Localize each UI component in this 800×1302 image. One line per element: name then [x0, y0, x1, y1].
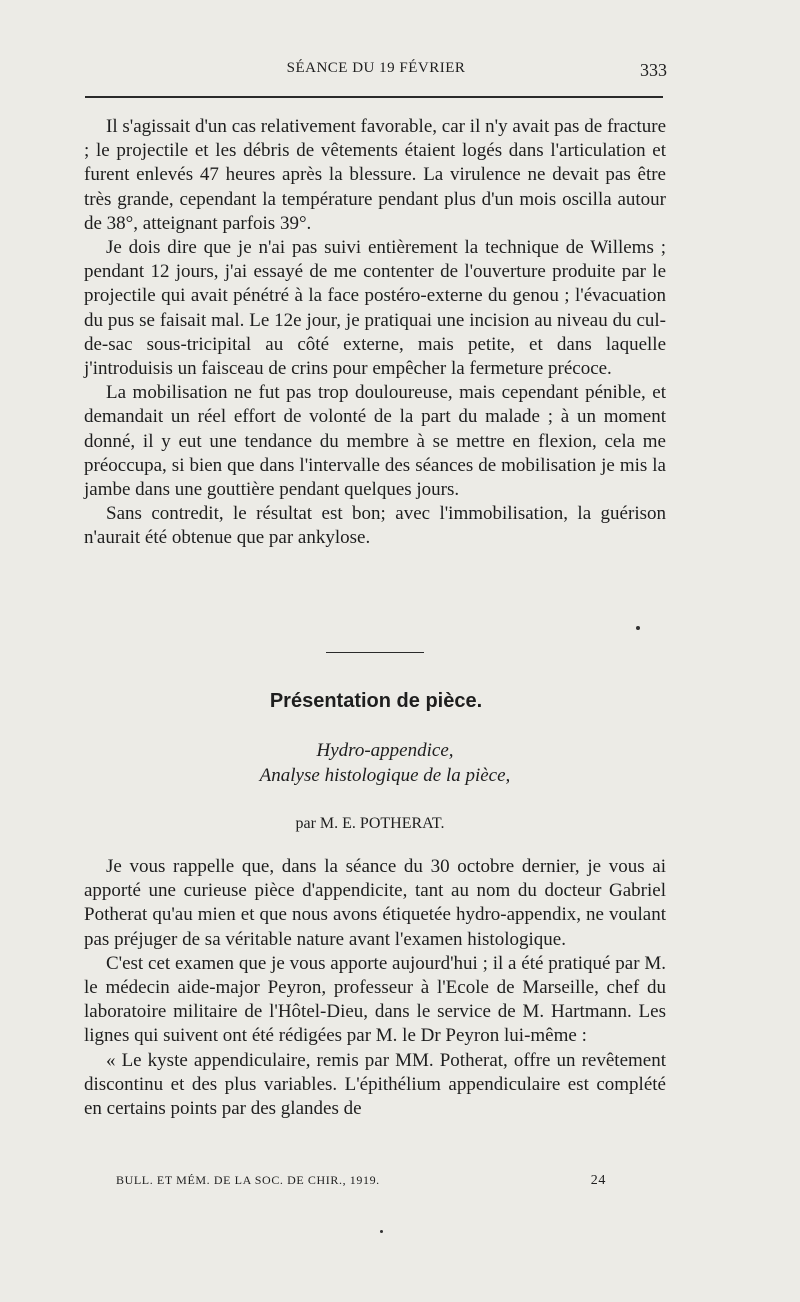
header-rule	[85, 96, 663, 98]
ink-speck	[380, 1230, 383, 1233]
paragraph: Je dois dire que je n'ai pas suivi entièrement la technique de Willems ; pendant 12 jours, j'ai essayé de me contenter de l'ouverture produite par le projectile qui avait pénétré à la face postéro-externe du genou ; l'évacuation du pus se faisait mal. Le 12e jour, je pratiquai une incision au niveau du cul-de-sac sous-tricipital au côté externe, mais petite, et dans laquelle j'introduisis un faisceau de crins pour empêcher la fermeture précoce.	[84, 237, 666, 380]
paragraph: « Le kyste appendiculaire, remis par MM. Potherat, offre un revêtement discontinu et des plus variables. L'épithélium appendiculaire est complété en certains points par des glandes de	[84, 1049, 666, 1120]
body-text-part1	[84, 115, 666, 551]
section-divider	[326, 652, 424, 653]
ink-speck	[636, 626, 640, 630]
paragraph: C'est cet examen que je vous apporte aujourd'hui ; il a été pratiqué par M. le médecin aide-major Peyron, professeur à l'Ecole de Marseille, chef du laboratoire militaire de l'Hôtel-Dieu, dans le service de M. Hartmann. Les lignes qui suivent ont été rédigées par M. le Dr Peyron lui-même :	[84, 952, 666, 1047]
page-header	[85, 60, 667, 84]
page-number: 333	[640, 60, 667, 80]
paragraph: Sans contredit, le résultat est bon; avec l'immobilisation, la guérison n'aurait été obtenue que par ankylose.	[84, 503, 666, 549]
page-footer	[116, 1173, 606, 1193]
running-title: SÉANCE DU 19 FÉVRIER	[286, 60, 466, 76]
journal-reference: BULL. ET MÉM. DE LA SOC. DE CHIR., 1919.	[116, 1173, 380, 1187]
paragraph: Je vous rappelle que, dans la séance du 30 octobre dernier, je vous ai apporté une curieuse pièce d'appendicite, tant au nom du docteur Gabriel Potherat qu'au mien et que nous avons étiquetée hydro-appendix, ne voulant pas préjuger de sa véritable nature avant l'examen histologique.	[84, 856, 666, 950]
section-subtitle-2: Analyse histologique de la pièce,	[259, 765, 511, 786]
section-subtitle: Hydro-appendice,	[316, 740, 454, 761]
section-title: Présentation de pièce.	[269, 690, 483, 712]
body-text-part2	[84, 855, 666, 1121]
paragraph: La mobilisation ne fut pas trop douloureuse, mais cependant pénible, et demandait un réel effort de volonté de la part du malade ; à un moment donné, il y eut une tendance du membre à se mettre en flexion, cela me préoccupa, si bien que dans l'intervalle des séances de mobilisation je mis la jambe dans une gouttière pendant quelques jours.	[84, 382, 666, 501]
author-line: par M. E. POTHERAT.	[295, 815, 445, 832]
signature-mark: 24	[590, 1173, 606, 1188]
paragraph: Il s'agissait d'un cas relativement favorable, car il n'y avait pas de fracture ; le projectile et les débris de vêtements étaient logés dans l'articulation et furent enlevés 47 heures après la blessure. La virulence ne devait pas être très grande, cependant la température pendant plus d'un mois oscilla autour de 38°, atteignant parfois 39°.	[84, 116, 666, 234]
